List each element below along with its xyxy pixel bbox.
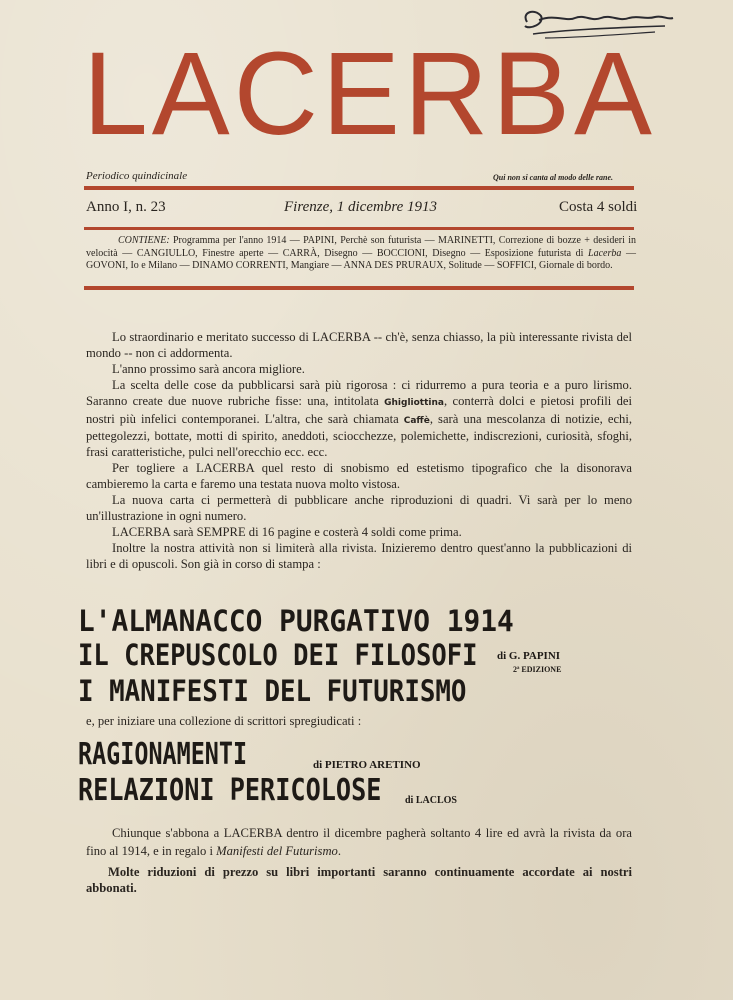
motto: Qui non si canta al modo delle rane. (493, 173, 614, 182)
paragraph: La nuova carta ci permetterà di pubblicare anche riproduzioni di quadri. Vi sarà per lo meno un'illustrazione in ogni numero. (86, 493, 632, 523)
contents-text: Programma per l'anno 1914 — PAPINI, Perchè son futurista — MARINETTI, Correzione di bozze + desideri in velocità — CANGIULLO, Finestre aperte — CARRÀ, Disegno — BOCCIONI, Disegno — Esposizione futurista di (86, 235, 636, 259)
table-of-contents (86, 235, 636, 273)
rubric-caffe: Caffè (403, 415, 430, 426)
paragraph: L'anno prossimo sarà ancora migliore. (112, 361, 305, 376)
periodicity-label: Periodico quindicinale (86, 170, 188, 182)
contents-label: CONTIENE: (118, 235, 170, 246)
issue-price: Costa 4 soldi (559, 199, 638, 215)
book-title-manifesti: I MANIFESTI DEL FUTURISMO (78, 674, 467, 708)
issue-info-bar (86, 199, 638, 221)
discount-notice: Molte riduzioni di prezzo su libri importanti saranno continuamente accordate ai nostri abbonati. (86, 865, 632, 895)
book-edition: 2ª EDIZIONE (513, 665, 562, 674)
subscription-offer: Chiunque s'abbona a LACERBA dentro il dicembre pagherà soltanto 4 lire ed avrà la rivista da ora fino al 1914, e in regalo i Manifesti del Futurismo. (86, 826, 632, 858)
book-title-crepuscolo: IL CREPUSCOLO DEI FILOSOFI (78, 638, 478, 672)
book-title-ragionamenti: RAGIONAMENTI (78, 737, 248, 772)
divider-rule-top (84, 186, 634, 190)
divider-rule-bottom (84, 286, 634, 290)
paragraph: La scelta delle cose da pubblicarsi sarà più rigorosa : ci ridurremo a pura teoria e a puro lirismo. Saranno create due nuove rubriche fisse: una, intitolata Ghigliottina, conterrà dolci e pietosi profili dei nostri più infelici contemporanei. L'altra, che sarà chiamata Caffè, sarà una mescolanza di notizie, echi, pettegolezzi, bottate, motti di spirito, aneddoti, sciocchezze, polemichette, indiscrezioni, curiosità, sfoghi, frasi caratteristiche, pulci nell'orecchio ecc. ecc. (86, 377, 632, 460)
collection-intro: e, per iniziare una collezione di scrittori spregiudicati : (86, 714, 362, 728)
rubric-ghigliottina: Ghigliottina (384, 397, 444, 408)
paragraph: Inoltre la nostra attività non si limiterà alla rivista. Inizieremo dentro quest'anno la pubblicazioni di libri e di opuscoli. Son già in corso di stampa : (86, 540, 632, 571)
book-author-aretino: di PIETRO ARETINO (313, 759, 421, 771)
masthead-title: LACERBA (82, 28, 656, 160)
editorial-body (86, 330, 632, 573)
paragraph: Per togliere a LACERBA quel resto di snobismo ed estetismo tipografico che la disonorava cambieremo la carta e faremo una testata nuova molto vistosa. (86, 461, 632, 492)
paragraph: Lo straordinario e meritato successo di LACERBA -- ch'è, senza chiasso, la più interessante rivista del mondo -- non ci addormenta. (86, 330, 632, 360)
book-title-almanacco: L'ALMANACCO PURGATIVO 1914 (78, 604, 514, 638)
paragraph: LACERBA sarà SEMPRE di 16 pagine e costerà 4 soldi come prima. (112, 524, 462, 539)
manifesti-gift: Manifesti del Futurismo (216, 844, 338, 858)
issue-number: Anno I, n. 23 (86, 199, 166, 215)
book-author-papini: di G. PAPINI (497, 650, 561, 662)
contents-text-end: — GOVONI, Io e Milano — DINAMO CORRENTI, Mangiare — ANNA DES PRURAUX, Solitude — SOFFICI, Giornale di bordo. (86, 247, 636, 271)
divider-rule-middle (84, 227, 634, 230)
contents-lacerba: Lacerba (588, 247, 622, 259)
book-author-laclos: di LACLOS (405, 795, 457, 806)
issue-place-date: Firenze, 1 dicembre 1913 (284, 199, 438, 215)
book-title-relazioni: RELAZIONI PERICOLOSE (78, 773, 382, 808)
